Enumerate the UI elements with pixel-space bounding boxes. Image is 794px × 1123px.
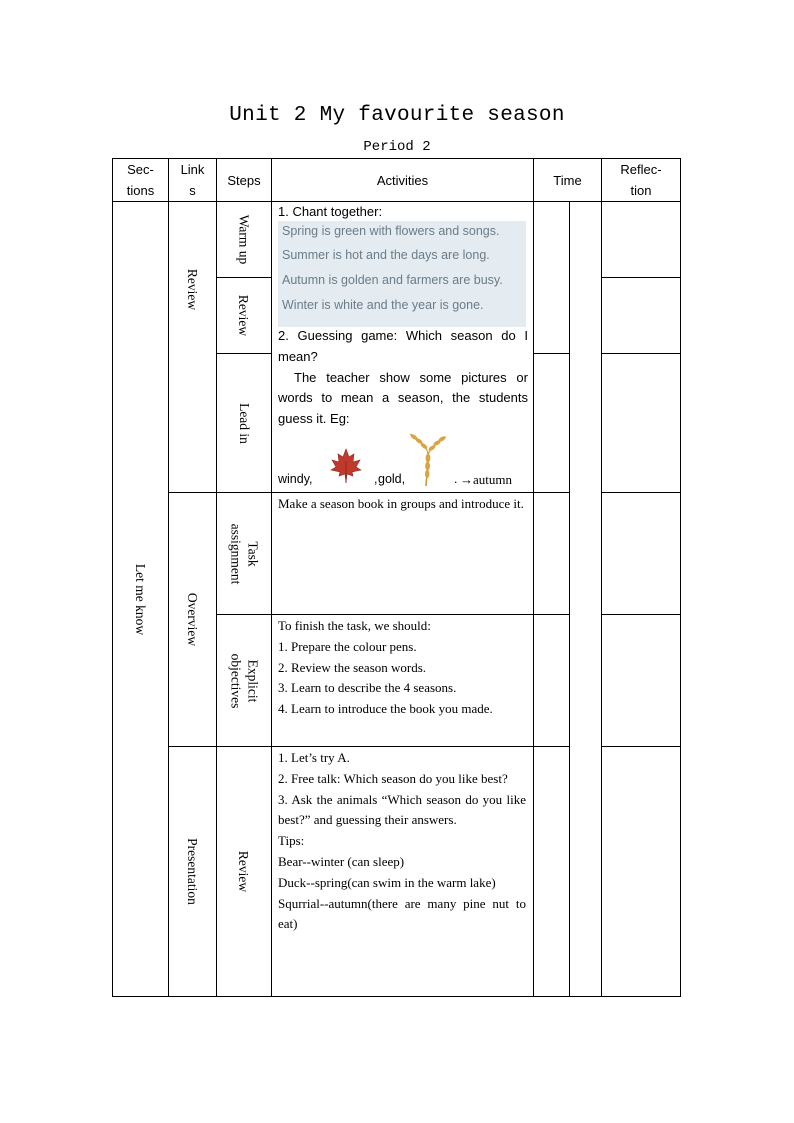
header-sections-line2: tions — [126, 183, 155, 198]
col-divider-steps — [271, 158, 272, 997]
link-overview-text: Overview — [185, 592, 201, 647]
step-explicit-objectives — [217, 615, 271, 746]
presentation-item: 3. Ask the animals “Which season do you like best?” and guessing their answers. — [278, 791, 526, 828]
presentation-list — [278, 748, 526, 935]
step-explicit-objectives-text — [227, 653, 261, 708]
col-divider-time — [601, 158, 602, 997]
step-explicit-line2: objectives — [228, 653, 244, 708]
presentation-item: Tips: — [278, 833, 305, 849]
objective-item: 4. Learn to introduce the book you made. — [278, 701, 493, 717]
example-windy: windy, — [278, 472, 313, 486]
header-links-line2: s — [189, 183, 196, 198]
step-review-2-text: Review — [236, 850, 252, 893]
example-comma: , — [374, 472, 378, 486]
link-presentation — [169, 747, 216, 996]
chant-line-1: Spring is green with flowers and songs. — [282, 224, 500, 238]
table-border-bottom — [112, 996, 681, 997]
row-divider-presentation-b — [601, 746, 681, 747]
objectives-intro: To finish the task, we should: — [278, 618, 431, 633]
chant-line-3: Autumn is golden and farmers are busy. — [282, 273, 503, 287]
example-dot: . — [454, 472, 458, 486]
row-divider-overview-b — [601, 492, 681, 493]
presentation-item: Bear--winter (can sleep) — [278, 853, 405, 869]
objectives-list — [278, 616, 526, 720]
link-presentation-text: Presentation — [185, 838, 200, 905]
header-reflection-line1: Reflec- — [620, 162, 662, 177]
header-links — [169, 159, 216, 201]
link-review-text: Review — [185, 268, 200, 310]
link-review — [169, 202, 216, 492]
header-time: Time — [553, 172, 582, 188]
header-reflection-line2: tion — [630, 183, 652, 198]
step-review-text: Review — [236, 294, 252, 337]
row-divider-reflect-1 — [601, 277, 681, 278]
header-sections-line1: Sec- — [127, 162, 154, 177]
header-links-line1: Link — [180, 162, 205, 177]
objective-item: 2. Review the season words. — [278, 659, 427, 675]
guessing-title: 2. Guessing game: Which season do I mean? — [278, 328, 528, 364]
presentation-item: Squrrial--autumn(there are many pine nut to eat) — [278, 895, 526, 932]
presentation-item: 2. Free talk: Which season do you like best? — [278, 770, 508, 786]
header-steps: Steps — [227, 172, 261, 188]
row-divider-time-1 — [533, 353, 570, 354]
col-divider-activities — [533, 158, 534, 997]
step-task-assignment-text — [227, 523, 261, 584]
example-gold: gold, — [378, 472, 406, 486]
col-divider-time-inner — [569, 201, 570, 997]
objective-item: 3. Learn to describe the 4 seasons. — [278, 680, 457, 696]
header-reflection — [602, 159, 680, 201]
step-task-line1: Task — [245, 540, 260, 567]
step-lead-in — [217, 354, 271, 492]
chant-line-2: Summer is hot and the days are long. — [282, 248, 490, 262]
guessing-desc: The teacher show some pictures or words to mean a season, the students guess it. Eg: — [278, 369, 528, 427]
step-review-2 — [217, 747, 271, 996]
step-explicit-line1: Explicit — [245, 659, 261, 702]
objective-item: 1. Prepare the colour pens. — [278, 638, 417, 654]
task-text: Make a season book in groups and introduce it. — [278, 496, 524, 511]
wheat-icon — [406, 430, 450, 488]
row-divider-objectives-b — [601, 614, 681, 615]
presentation-item: 1. Let’s try A. — [278, 750, 350, 765]
chant-image — [278, 221, 526, 327]
maple-leaf-icon — [329, 447, 363, 485]
period-label: Period 2 — [363, 139, 431, 155]
step-warm-up — [217, 202, 271, 277]
step-task-line2: assignment — [228, 523, 243, 584]
step-lead-in-text: Lead in — [236, 402, 252, 444]
header-sections — [113, 159, 168, 201]
presentation-item: Duck--spring(can swim in the warm lake) — [278, 874, 496, 890]
step-warm-up-text: Warm up — [236, 214, 252, 265]
page-title: Unit 2 My favourite season — [229, 104, 565, 127]
chant-line-4: Winter is white and the year is gone. — [282, 298, 484, 312]
section-let-me-know — [113, 202, 168, 996]
section-let-me-know-text: Let me know — [133, 563, 149, 635]
step-task-assignment — [217, 493, 271, 614]
link-overview — [169, 493, 216, 746]
row-divider-reflect-2 — [601, 353, 681, 354]
table-border-right — [680, 158, 681, 997]
chant-title: 1. Chant together: — [278, 204, 383, 219]
example-line — [278, 472, 528, 492]
header-activities: Activities — [376, 172, 429, 188]
example-arrow: →autumn — [460, 472, 512, 487]
guessing-game — [278, 326, 528, 430]
step-review — [217, 278, 271, 353]
